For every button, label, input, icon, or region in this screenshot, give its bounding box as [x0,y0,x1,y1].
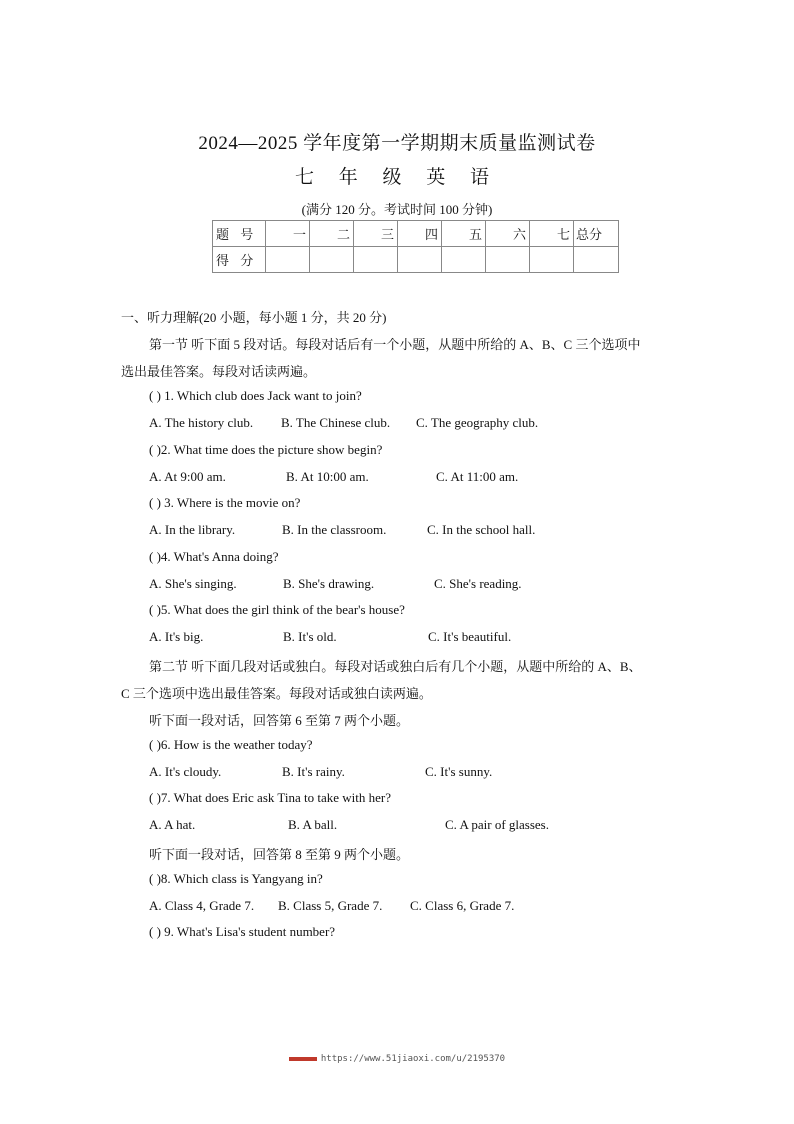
column-header: 六 [486,221,530,247]
score-cell[interactable] [354,247,398,273]
instruction-text: 听下面一段对话，回答第 6 至第 7 两个小题。 [149,713,410,728]
option-c: C. It's beautiful. [428,629,512,644]
site-logo-icon [289,1057,317,1061]
option-c: C. The geography club. [416,415,539,430]
option-b: B. In the classroom. [282,522,387,537]
option-c: C. At 11:00 am. [436,469,519,484]
question-text: ( )8. Which class is Yangyang in? [149,871,323,886]
instruction-text: 听下面一段对话，回答第 8 至第 9 两个小题。 [149,847,410,862]
instruction-text: 选出最佳答案。每段对话读两遍。 [121,364,317,379]
table-row [213,247,619,273]
option-a: A. She's singing. [149,576,237,591]
column-header: 五 [442,221,486,247]
footer-watermark [0,1054,794,1064]
score-cell[interactable] [398,247,442,273]
question-text: ( ) 9. What's Lisa's student number? [149,924,336,939]
score-table [212,220,619,273]
instruction-text: C 三个选项中选出最佳答案。每段对话或独白读两遍。 [121,686,432,701]
instruction-text: 第二节 听下面几段对话或独白。每段对话或独白后有几个小题，从题中所给的 A、B、 [149,659,642,674]
exam-subtitle: 七 年 级 英 语 [294,167,499,188]
total-header: 总分 [574,221,619,247]
option-b: B. At 10:00 am. [286,469,369,484]
option-a: A. At 9:00 am. [149,469,226,484]
option-c: C. She's reading. [434,576,522,591]
row-label: 得 分 [213,247,266,273]
exam-note: (满分 120 分。考试时间 100 分钟) [301,202,493,217]
score-cell[interactable] [266,247,310,273]
table-row [213,221,619,247]
column-header: 二 [310,221,354,247]
question-text: ( )2. What time does the picture show begin? [149,442,383,457]
exam-title: 2024—2025 学年度第一学期期末质量监测试卷 [198,133,596,154]
question-text: ( )7. What does Eric ask Tina to take with her? [149,790,392,805]
question-text: ( )4. What's Anna doing? [149,549,279,564]
option-b: B. A ball. [288,817,338,832]
row-label: 题 号 [213,221,266,247]
score-cell[interactable] [530,247,574,273]
option-b: B. She's drawing. [283,576,375,591]
option-c: C. Class 6, Grade 7. [410,898,515,913]
score-cell[interactable] [310,247,354,273]
option-b: B. The Chinese club. [281,415,391,430]
section-heading: 一、听力理解(20 小题，每小题 1 分，共 20 分) [121,310,387,325]
column-header: 七 [530,221,574,247]
option-c: C. In the school hall. [427,522,536,537]
option-c: C. It's sunny. [425,764,493,779]
option-a: A. Class 4, Grade 7. [149,898,255,913]
score-cell[interactable] [486,247,530,273]
column-header: 一 [266,221,310,247]
question-text: ( )5. What does the girl think of the bear's house? [149,602,405,617]
score-cell[interactable] [442,247,486,273]
footer-url[interactable]: https://www.51jiaoxi.com/u/2195370 [320,1054,506,1064]
option-a: A. The history club. [149,415,254,430]
instruction-text: 第一节 听下面 5 段对话。每段对话后有一个小题，从题中所给的 A、B、C 三个选项中 [149,337,641,352]
column-header: 三 [354,221,398,247]
column-header: 四 [398,221,442,247]
option-a: A. It's big. [149,629,204,644]
score-cell[interactable] [574,247,619,273]
option-a: A. A hat. [149,817,196,832]
option-a: A. In the library. [149,522,236,537]
option-c: C. A pair of glasses. [445,817,549,832]
option-a: A. It's cloudy. [149,764,222,779]
question-text: ( ) 3. Where is the movie on? [149,495,301,510]
question-text: ( )6. How is the weather today? [149,737,313,752]
option-b: B. It's rainy. [282,764,345,779]
question-text: ( ) 1. Which club does Jack want to join? [149,388,362,403]
option-b: B. Class 5, Grade 7. [278,898,383,913]
option-b: B. It's old. [283,629,337,644]
